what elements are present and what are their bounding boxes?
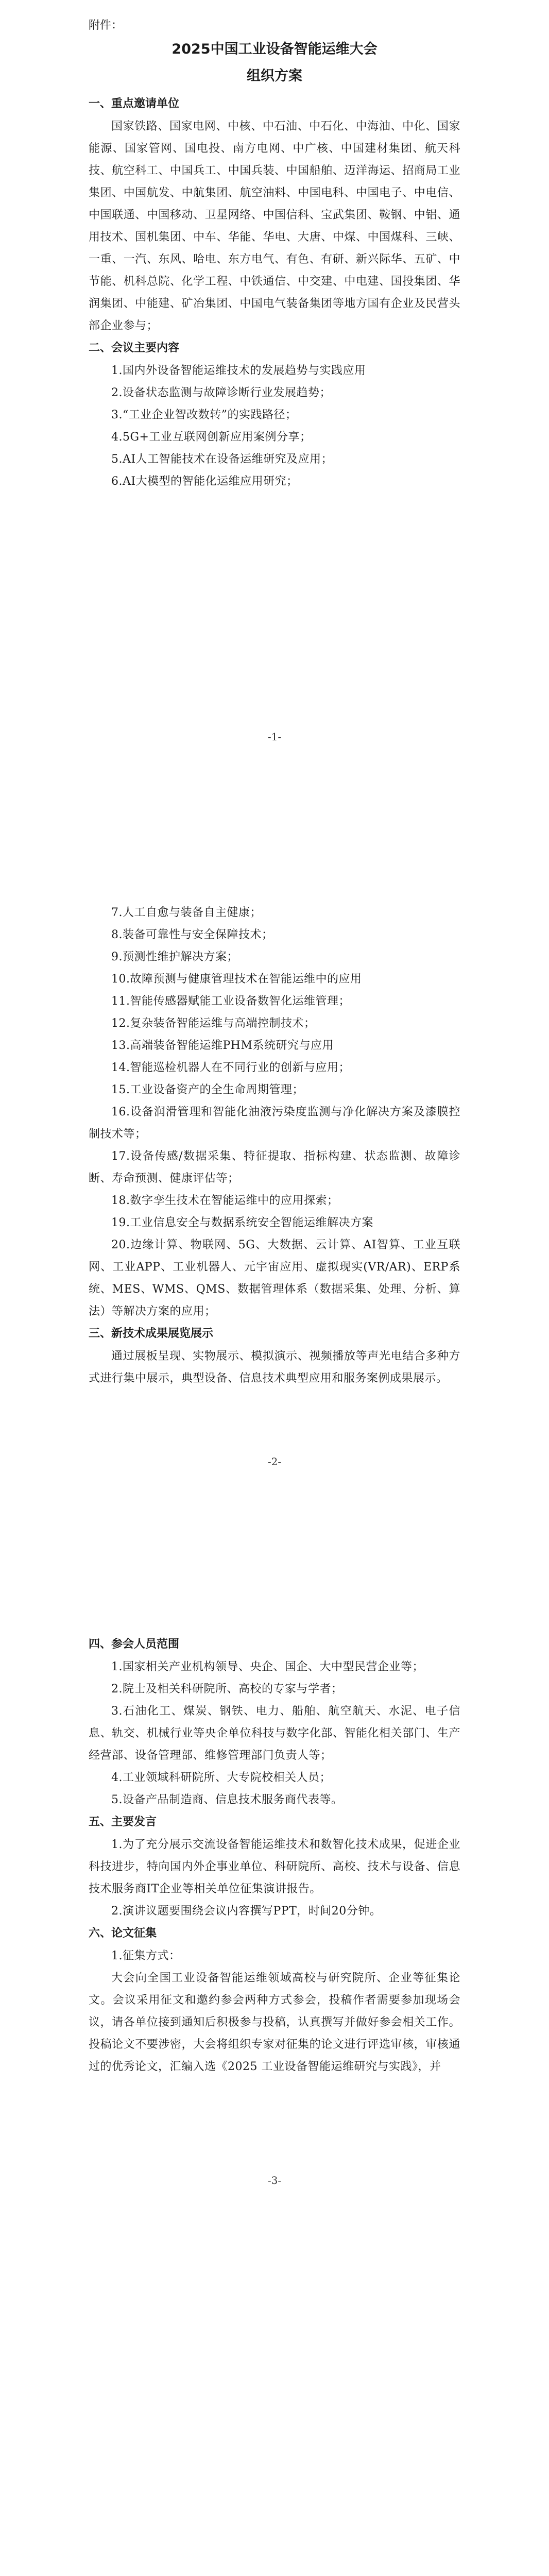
list-item: 3.石油化工、煤炭、钢铁、电力、船舶、航空航天、水泥、电子信息、轨交、机械行业等央企单位科技与数字化部、智能化相关部门、生产经营部、设备管理部、维修管理部门负责人等；	[89, 1705, 460, 1762]
section-5-item-1: 1.为了充分展示交流设备智能运维技术和数智化技术成果，促进企业科技进步，特向国内外企事业单位、科研院所、高校、技术与设备、信息技术服务商IT企业等相关单位征集演讲报告。	[89, 1838, 460, 1895]
section-6-sub-1: 1.征集方式：	[111, 1950, 181, 1962]
list-item: 5.设备产品制造商、信息技术服务商代表等。	[111, 1793, 343, 1806]
page-number: -2-	[267, 1455, 282, 1468]
list-item: 3.“工业企业智改数转”的实践路径；	[111, 409, 297, 421]
list-item: 20.边缘计算、物联网、5G、大数据、云计算、AI智算、工业互联网、工业APP、工业机器人、元宇宙应用、虚拟现实(VR/AR)、ERP系统、MES、WMS、QMS、数据管理体系（数据采集、处理、分析、算法）等解决方案的应用；	[89, 1239, 460, 1318]
section-1-body: 国家铁路、国家电网、中核、中石油、中石化、中海油、中化、国家能源、国家管网、国电投、南方电网、中广核、中国建材集团、航天科技、航空科工、中国兵工、中国兵装、中国船舶、迈洋海运、招商局工业集团、中国航发、中航集团、航空油料、中国电科、中国电子、中电信、中国联通、中国移动、卫星网络、中国信科、宝武集团、鞍钢、中铝、通用技术、国机集团、中车、华能、华电、大唐、中煤、中国煤科、三峡、一重、一汽、东风、哈电、东方电气、有色、有研、新兴际华、五矿、中节能、机科总院、化学工程、中铁通信、中交建、中电建、国投集团、华润集团、中能建、矿冶集团、中国电气装备集团等地方国有企业及民营头部企业参与；	[89, 120, 460, 332]
document-title: 2025中国工业设备智能运维大会	[171, 41, 378, 57]
list-item: 4.5G+工业互联网创新应用案例分享；	[111, 431, 312, 444]
section-6-heading: 六、论文征集	[89, 1927, 157, 1940]
list-item: 2.院士及相关科研院所、高校的专家与学者；	[111, 1683, 343, 1696]
list-item: 11.智能传感器赋能工业设备数智化运维管理；	[111, 995, 350, 1008]
list-item: 14.智能巡检机器人在不同行业的创新与应用；	[111, 1061, 350, 1074]
list-item: 19.工业信息安全与数据系统安全智能运维解决方案	[111, 1216, 373, 1229]
list-item: 9.预测性维护解决方案；	[111, 951, 238, 963]
list-item: 12.复杂装备智能运维与高端控制技术；	[111, 1017, 316, 1030]
list-item: 18.数字孪生技术在智能运维中的应用探索；	[111, 1194, 339, 1207]
list-item: 1.国家相关产业机构领导、央企、国企、大中型民营企业等；	[111, 1660, 424, 1673]
section-4-heading: 四、参会人员范围	[89, 1638, 180, 1651]
list-item: 10.故障预测与健康管理技术在智能运维中的应用	[111, 973, 362, 986]
list-item: 4.工业领域科研院所、大专院校相关人员；	[111, 1771, 331, 1784]
section-5-item-2: 2.演讲议题要围绕会议内容撰写PPT，时间20分钟。	[111, 1905, 382, 1918]
section-2-heading: 二、会议主要内容	[89, 342, 180, 354]
section-4-list	[89, 1656, 460, 1811]
page-number: -1-	[267, 731, 282, 743]
list-item: 17.设备传感/数据采集、特征提取、指标构建、状态监测、故障诊断、寿命预测、健康评估等；	[89, 1150, 460, 1185]
section-3-heading: 三、新技术成果展览展示	[89, 1327, 214, 1340]
document-subtitle: 组织方案	[247, 68, 302, 84]
section-1-heading: 一、重点邀请单位	[89, 97, 180, 110]
section-3-body: 通过展板呈现、实物展示、模拟演示、视频播放等声光电结合多种方式进行集中展示，典型设备、信息技术典型应用和服务案例成果展示。	[89, 1350, 460, 1385]
list-item: 6.AI大模型的智能化运维应用研究；	[111, 475, 298, 488]
section-6-body: 大会向全国工业设备智能运维领域高校与研究院所、企业等征集论文。会议采用征文和邀约参会两种方式参会，投稿作者需要参加现场会议，请各单位接到通知后积极参与投稿，认真撰写并做好参会相关工作。投稿论文不要涉密，大会将组织专家对征集的论文进行评选审核，审核通过的优秀论文，汇编入选《2025 工业设备智能运维研究与实践》，并	[89, 1972, 460, 2073]
page-1	[0, 0, 549, 773]
page-2	[0, 773, 549, 1510]
section-2-list-page2	[89, 902, 460, 1323]
section-2-list-page1	[89, 360, 460, 493]
list-item: 1.国内外设备智能运维技术的发展趋势与实践应用	[111, 364, 366, 377]
page-3	[0, 1510, 549, 2251]
page-number: -3-	[267, 2174, 282, 2187]
attachment-label: 附件：	[89, 19, 123, 32]
list-item: 7.人工自愈与装备自主健康；	[111, 906, 262, 919]
list-item: 15.工业设备资产的全生命周期管理；	[111, 1083, 304, 1096]
section-5-heading: 五、主要发言	[89, 1816, 157, 1828]
page-4	[0, 2251, 549, 2576]
list-item: 16.设备润滑管理和智能化油液污染度监测与净化解决方案及漆膜控制技术等；	[89, 1106, 460, 1141]
list-item: 13.高端装备智能运维PHM系统研究与应用	[111, 1039, 334, 1052]
list-item: 5.AI人工智能技术在设备运维研究及应用；	[111, 453, 333, 466]
list-item: 2.设备状态监测与故障诊断行业发展趋势；	[111, 386, 331, 399]
list-item: 8.装备可靠性与安全保障技术；	[111, 928, 273, 941]
